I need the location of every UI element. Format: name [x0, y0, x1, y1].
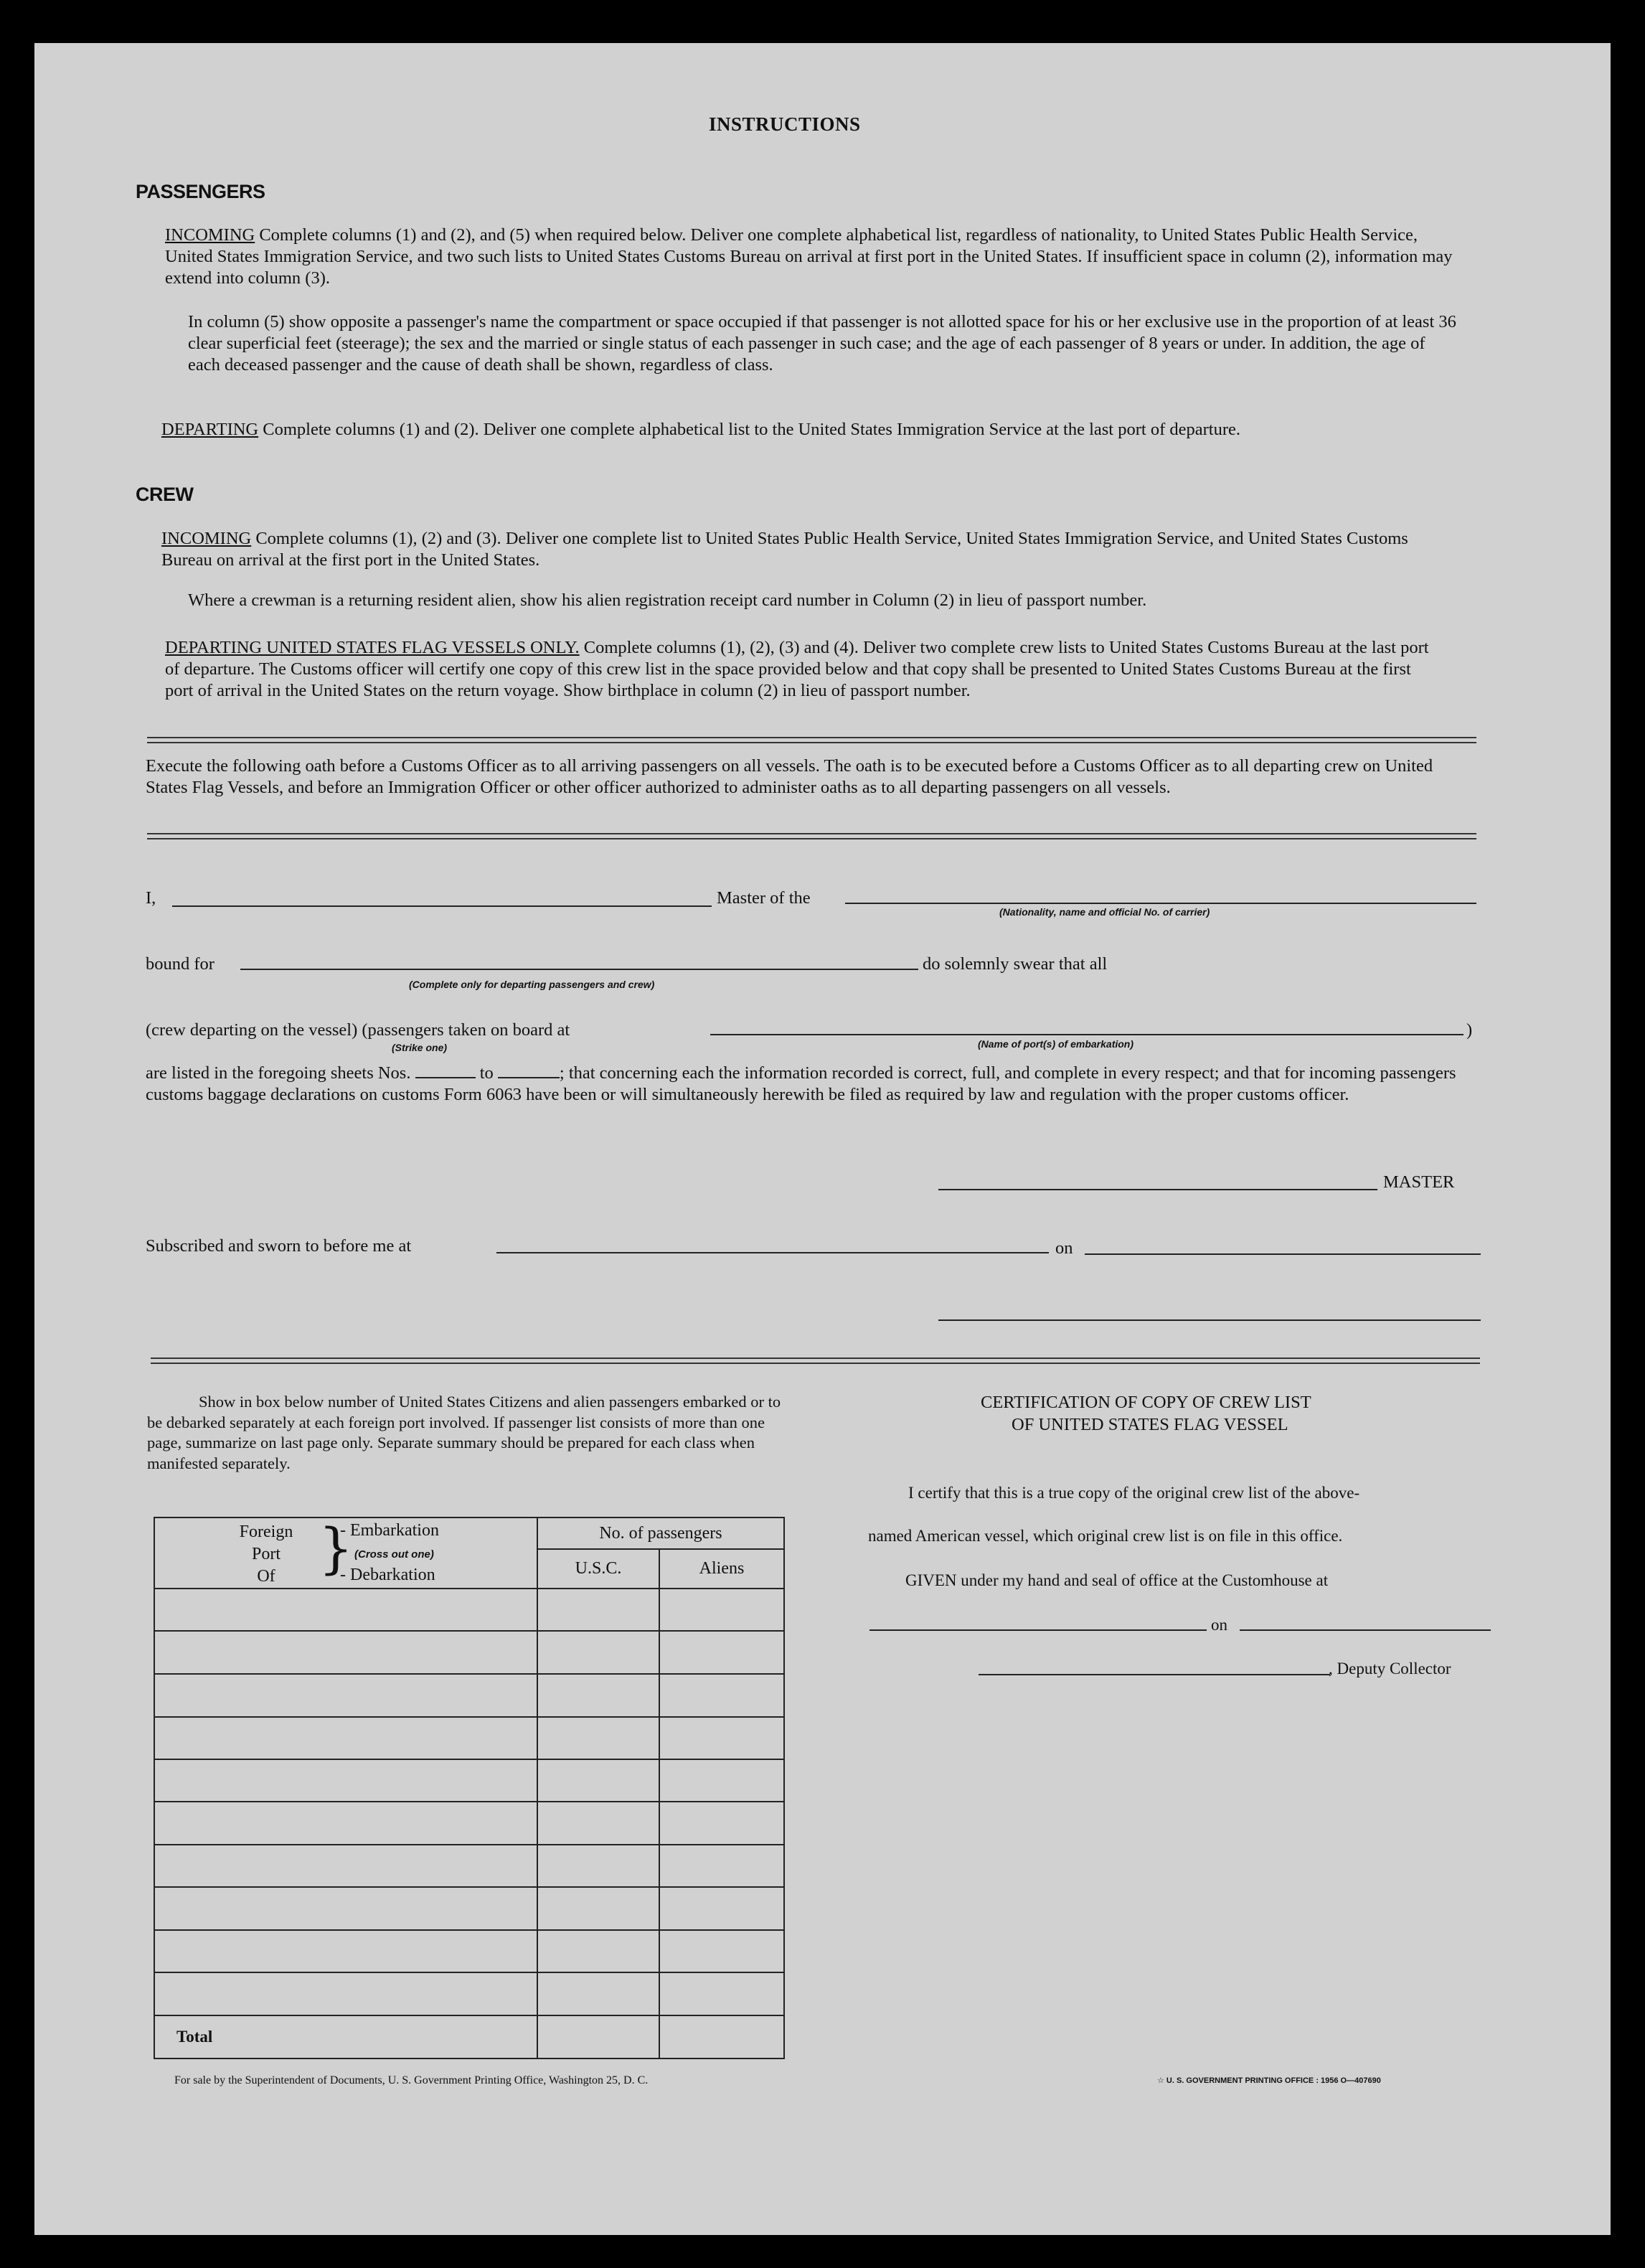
master-signature-field[interactable]	[938, 1189, 1377, 1190]
certification-line-2: named American vessel, which original crew list is on file in this office.	[868, 1527, 1343, 1545]
certification-date-field[interactable]	[1240, 1629, 1491, 1631]
deputy-collector-label: , Deputy Collector	[1329, 1660, 1451, 1678]
aliens-cell[interactable]	[659, 1887, 784, 1930]
master-label: MASTER	[1383, 1172, 1455, 1192]
listed-prefix: are listed in the foregoing sheets Nos.	[146, 1063, 411, 1083]
crew-departing-text: Complete columns (1), (2), (3) and (4). Deliver two complete crew lists to United States Customs Bureau at the last port of departure. The Customs officer will certify one copy of this crew list in the space provided below and that copy shall be presented to United States Customs Bureau at the first port of arrival in the United States on the return voyage. Show birthplace in column (2) in lieu of passport number.	[165, 638, 1429, 700]
passengers-departing-paragraph	[161, 419, 1453, 441]
sheet-from-field[interactable]	[415, 1063, 476, 1078]
footer-sale-note: For sale by the Superintendent of Documents, U. S. Government Printing Office, Washington 25, D. C.	[174, 2074, 649, 2086]
aliens-cell[interactable]	[659, 1717, 784, 1759]
usc-cell[interactable]	[537, 1930, 659, 1972]
certification-title-1: CERTIFICATION OF COPY OF CREW LIST	[981, 1393, 1311, 1412]
oath-intro-paragraph: Execute the following oath before a Customs Officer as to all arriving passengers on all vessels. The oath is to be executed before a Customs Officer as to all departing crew on United States Flag Vessels, and before an Immigration Officer or other officer authorized to administer oaths as to all departing passengers on all vessels.	[146, 756, 1433, 797]
total-aliens-cell[interactable]	[659, 2015, 784, 2058]
passengers-incoming-paragraph	[165, 225, 1456, 289]
usc-cell[interactable]	[537, 1717, 659, 1759]
usc-cell[interactable]	[537, 1887, 659, 1930]
certification-line-3: GIVEN under my hand and seal of office at the Customhouse at	[905, 1571, 1329, 1589]
embarkation-label: - Embarkation	[340, 1521, 439, 1540]
port-cell[interactable]	[154, 1759, 537, 1802]
no-passengers-header: No. of passengers	[537, 1518, 784, 1549]
passengers-column5-paragraph: In column (5) show opposite a passenger's name the compartment or space occupied if that passenger is not allotted space for his or her exclusive use in the proportion of at least 36 clear superficial feet (steerage); the sex and the married or single status of each passenger in such case; and the age of each passenger of 8 years or under. In addition, the age of each deceased passenger and the cause of death shall be shown, regardless of class.	[188, 312, 1456, 375]
aliens-cell[interactable]	[659, 1674, 784, 1717]
passengers-departing-text: Complete columns (1) and (2). Deliver one complete alphabetical list to the United States Immigration Service at the last port of departure.	[263, 420, 1240, 439]
crew-departing-label: DEPARTING UNITED STATES FLAG VESSELS ONLY.	[165, 638, 580, 657]
bound-for-field[interactable]	[240, 969, 918, 970]
usc-cell[interactable]	[537, 1631, 659, 1674]
passengers-heading: PASSENGERS	[136, 181, 265, 202]
aliens-cell[interactable]	[659, 1802, 784, 1845]
port-cell[interactable]	[154, 1887, 537, 1930]
divider-2	[147, 833, 1476, 839]
crew-departing-paragraph	[165, 637, 1442, 702]
ports-embarkation-field[interactable]	[710, 1034, 1463, 1035]
certification-title-2: OF UNITED STATES FLAG VESSEL	[1012, 1415, 1288, 1434]
listed-paragraph	[146, 1063, 1458, 1106]
aliens-cell[interactable]	[659, 1972, 784, 2015]
passengers-departing-label: DEPARTING	[161, 420, 259, 439]
crew-incoming-label: INCOMING	[161, 529, 252, 548]
footer-gpo-note: ☆ U. S. GOVERNMENT PRINTING OFFICE : 1956 O—407690	[1157, 2076, 1381, 2085]
debarkation-label: - Debarkation	[340, 1566, 435, 1584]
usc-cell[interactable]	[537, 1589, 659, 1631]
certification-line-1: I certify that this is a true copy of the original crew list of the above-	[908, 1484, 1360, 1502]
crew-incoming-text: Complete columns (1), (2) and (3). Deliver one complete list to United States Public Health Service, United States Immigration Service, and United States Customs Bureau on arrival at the first port in the United States.	[161, 529, 1408, 570]
crew-incoming-paragraph	[161, 528, 1446, 571]
aliens-cell[interactable]	[659, 1930, 784, 1972]
aliens-cell[interactable]	[659, 1759, 784, 1802]
cross-out-caption: (Cross out one)	[354, 1548, 434, 1561]
passenger-summary-table	[154, 1517, 785, 2059]
total-label: Total	[176, 2027, 213, 2046]
crew-departing-text: (crew departing on the vessel) (passengers taken on board at	[146, 1020, 570, 1040]
aliens-header: Aliens	[659, 1549, 784, 1589]
bound-for-label: bound for	[146, 954, 215, 974]
oath-i-label: I,	[146, 888, 156, 908]
usc-cell[interactable]	[537, 1674, 659, 1717]
port-cell[interactable]	[154, 1674, 537, 1717]
subscribed-place-field[interactable]	[496, 1252, 1049, 1253]
officer-signature-field[interactable]	[938, 1319, 1481, 1321]
deputy-collector-field[interactable]	[979, 1674, 1330, 1675]
instructions-title: INSTRUCTIONS	[709, 113, 861, 135]
total-label-cell	[154, 2015, 537, 2058]
master-of-the-label: Master of the	[717, 888, 811, 908]
usc-cell[interactable]	[537, 1972, 659, 2015]
port-cell[interactable]	[154, 1802, 537, 1845]
carrier-field[interactable]	[845, 903, 1476, 904]
port-header-cell	[154, 1518, 537, 1589]
aliens-cell[interactable]	[659, 1845, 784, 1887]
port-cell[interactable]	[154, 1589, 537, 1631]
usc-cell[interactable]	[537, 1802, 659, 1845]
foreign-label: Foreign	[239, 1523, 293, 1541]
summary-instructions: Show in box below number of United States Citizens and alien passengers embarked or to be debarked separately at each foreign port involved. If passenger list consists of more than one page, summarize on last page only. Separate summary should be prepared for each class when manifested separately.	[147, 1393, 781, 1472]
port-cell[interactable]	[154, 1972, 537, 2015]
subscribed-on-label: on	[1055, 1238, 1073, 1258]
usc-header: U.S.C.	[537, 1549, 659, 1589]
passengers-incoming-text: Complete columns (1) and (2), and (5) when required below. Deliver one complete alphabetical list, regardless of nationality, to United States Public Health Service, United States Immigration Service, and two such lists to United States Customs Bureau on arrival at first port in the United States. If insufficient space in column (2), information may extend into column (3).	[165, 225, 1453, 288]
close-paren: )	[1466, 1020, 1473, 1040]
swear-text: do solemnly swear that all	[923, 954, 1108, 974]
usc-cell[interactable]	[537, 1845, 659, 1887]
subscribed-label: Subscribed and sworn to before me at	[146, 1236, 412, 1256]
listed-rest: ; that concerning each the information recorded is correct, full, and complete in every respect; and that for incoming passengers customs baggage declarations on customs Form 6063 have been or will simultaneously herewith be filed as required by law and regulation with the proper customs officer.	[146, 1063, 1456, 1104]
aliens-cell[interactable]	[659, 1589, 784, 1631]
ports-caption: (Name of port(s) of embarkation)	[978, 1038, 1134, 1050]
divider-1	[147, 737, 1476, 743]
master-name-field[interactable]	[172, 905, 712, 907]
strike-one-caption: (Strike one)	[392, 1042, 448, 1053]
subscribed-date-field[interactable]	[1085, 1253, 1481, 1255]
of-label: Of	[257, 1567, 275, 1586]
port-cell[interactable]	[154, 1631, 537, 1674]
divider-3	[151, 1357, 1480, 1364]
passengers-incoming-label: INCOMING	[165, 225, 255, 245]
bound-for-caption: (Complete only for departing passengers and crew)	[409, 979, 655, 990]
usc-cell[interactable]	[537, 1759, 659, 1802]
certification-on: on	[1211, 1616, 1227, 1634]
total-usc-cell[interactable]	[537, 2015, 659, 2058]
aliens-cell[interactable]	[659, 1631, 784, 1674]
listed-to: to	[479, 1063, 494, 1083]
carrier-caption: (Nationality, name and official No. of carrier)	[999, 906, 1210, 918]
brace-icon: }	[319, 1516, 354, 1580]
port-cell[interactable]	[154, 1930, 537, 1972]
crew-heading: CREW	[136, 484, 194, 505]
port-cell[interactable]	[154, 1717, 537, 1759]
crew-resident-paragraph: Where a crewman is a returning resident alien, show his alien registration receipt card number in Column (2) in lieu of passport number.	[188, 590, 1147, 610]
port-cell[interactable]	[154, 1845, 537, 1887]
sheet-to-field[interactable]	[498, 1063, 560, 1078]
customhouse-field[interactable]	[869, 1629, 1207, 1631]
port-label: Port	[251, 1545, 281, 1563]
